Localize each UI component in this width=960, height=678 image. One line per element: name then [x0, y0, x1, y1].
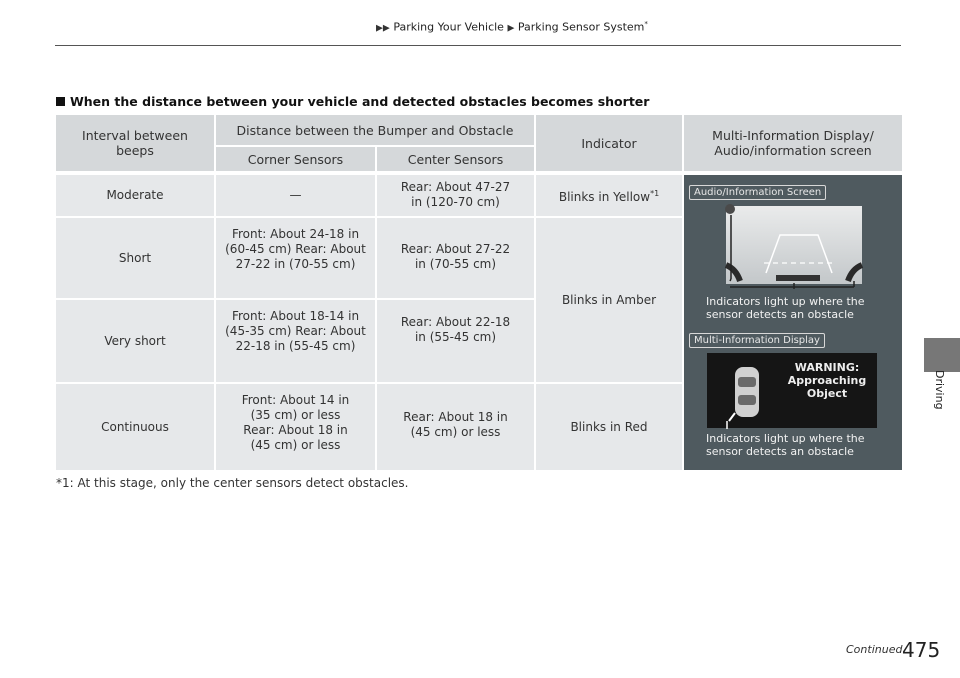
- header-rule: [55, 45, 901, 46]
- table-row-1-indicator: [536, 175, 682, 216]
- header-indicator-text: Indicator: [581, 135, 637, 151]
- header-corner: [216, 147, 375, 171]
- header-interval: [56, 115, 214, 171]
- interval-value: Short: [118, 250, 152, 265]
- table-row-2-corner: [216, 218, 375, 298]
- car-top-view-icon: [721, 361, 775, 429]
- side-tab-label-wrap: [932, 370, 946, 430]
- center-value: Rear: About 27-22 in (70-55 cm): [400, 242, 511, 271]
- center-value: Rear: About 18 in (45 cm) or less: [403, 410, 508, 439]
- header-interval-text: Interval between beeps: [82, 128, 188, 158]
- header-distance-text: Distance between the Bumper and Obstacle: [236, 122, 514, 138]
- table-row-2-interval: [56, 218, 214, 298]
- indicator-value: Blinks in Red: [570, 419, 648, 434]
- display-illustration-panel: [684, 175, 902, 470]
- indicator-text: Blinks in Yellow: [558, 190, 651, 204]
- side-tab-label: Driving: [933, 370, 946, 410]
- audio-screen-illustration: [706, 203, 866, 289]
- side-tab-marker: [924, 338, 960, 372]
- interval-value: Moderate: [106, 188, 164, 202]
- page-number: 475: [902, 638, 941, 662]
- continued-label: Continued: [846, 643, 903, 656]
- double-arrow-icon: ▶▶: [376, 23, 390, 34]
- header-center: [377, 147, 534, 171]
- warning-message: [779, 361, 875, 400]
- table-row-3-center: [377, 300, 534, 382]
- header-mid-text: Multi-Information Display/ Audio/information screen: [712, 128, 874, 158]
- table-row-4-center: [377, 384, 534, 470]
- section-heading-text: When the distance between your vehicle and detected obstacles becomes shorter: [70, 94, 650, 109]
- corner-value: Front: About 18-14 in (45-35 cm) Rear: About 22-18 in (55-45 cm): [225, 309, 366, 353]
- table-row-3-interval: [56, 300, 214, 382]
- square-bullet-icon: [56, 97, 65, 106]
- audio-caption: [706, 295, 886, 321]
- footnote-ref: *1: [650, 189, 660, 198]
- table-row-4-corner: [216, 384, 375, 470]
- corner-value: Front: About 14 in (35 cm) or less Rear: About 18 in (45 cm) or less: [241, 393, 350, 452]
- row-divider: [214, 145, 534, 147]
- center-value: Rear: About 22-18 in (55-45 cm): [400, 315, 511, 344]
- audio-caption-text: Indicators light up where the sensor detects an obstacle: [706, 295, 865, 321]
- table-row-1-interval: [56, 175, 214, 216]
- mid-label: Multi-Information Display: [689, 333, 825, 348]
- header-distance: [216, 115, 534, 145]
- warning-line-1: WARNING:: [794, 361, 860, 374]
- table-row-1-corner: [216, 175, 375, 216]
- table-amber-indicator: [536, 218, 682, 382]
- center-value: Rear: About 47-27 in (120-70 cm): [400, 180, 511, 209]
- table-row-3-corner: [216, 300, 375, 382]
- header-corner-text: Corner Sensors: [247, 151, 344, 167]
- arrow-icon: ▶: [507, 23, 515, 34]
- interval-value: Continuous: [101, 419, 169, 434]
- breadcrumb: [376, 20, 648, 34]
- corner-value: —: [289, 188, 302, 202]
- mid-caption: [706, 432, 886, 458]
- mid-caption-text: Indicators light up where the sensor detects an obstacle: [706, 432, 865, 458]
- mid-screen: [707, 353, 877, 428]
- warning-line-3: Object: [806, 387, 848, 400]
- table-row-4-indicator: [536, 384, 682, 470]
- indicator-value: [559, 186, 659, 205]
- table-row-2-center: [377, 218, 534, 298]
- section-heading: [56, 94, 649, 109]
- header-center-text: Center Sensors: [407, 151, 504, 167]
- optional-equipment-mark: *: [644, 20, 648, 28]
- audio-screen-label: Audio/Information Screen: [689, 185, 826, 200]
- breadcrumb-subsection: Parking Sensor System: [517, 20, 645, 34]
- interval-value: Very short: [104, 333, 166, 348]
- indicator-value: Blinks in Amber: [561, 292, 657, 307]
- table-row-1-center: [377, 175, 534, 216]
- warning-line-2: Approaching: [787, 374, 867, 387]
- breadcrumb-section: Parking Your Vehicle: [393, 20, 504, 34]
- table-row-4-interval: [56, 384, 214, 470]
- footnote: *1: At this stage, only the center sensors detect obstacles.: [56, 476, 409, 490]
- corner-value: Front: About 24-18 in (60-45 cm) Rear: About 27-22 in (70-55 cm): [225, 227, 366, 271]
- header-mid: [684, 115, 902, 171]
- header-indicator: [536, 115, 682, 171]
